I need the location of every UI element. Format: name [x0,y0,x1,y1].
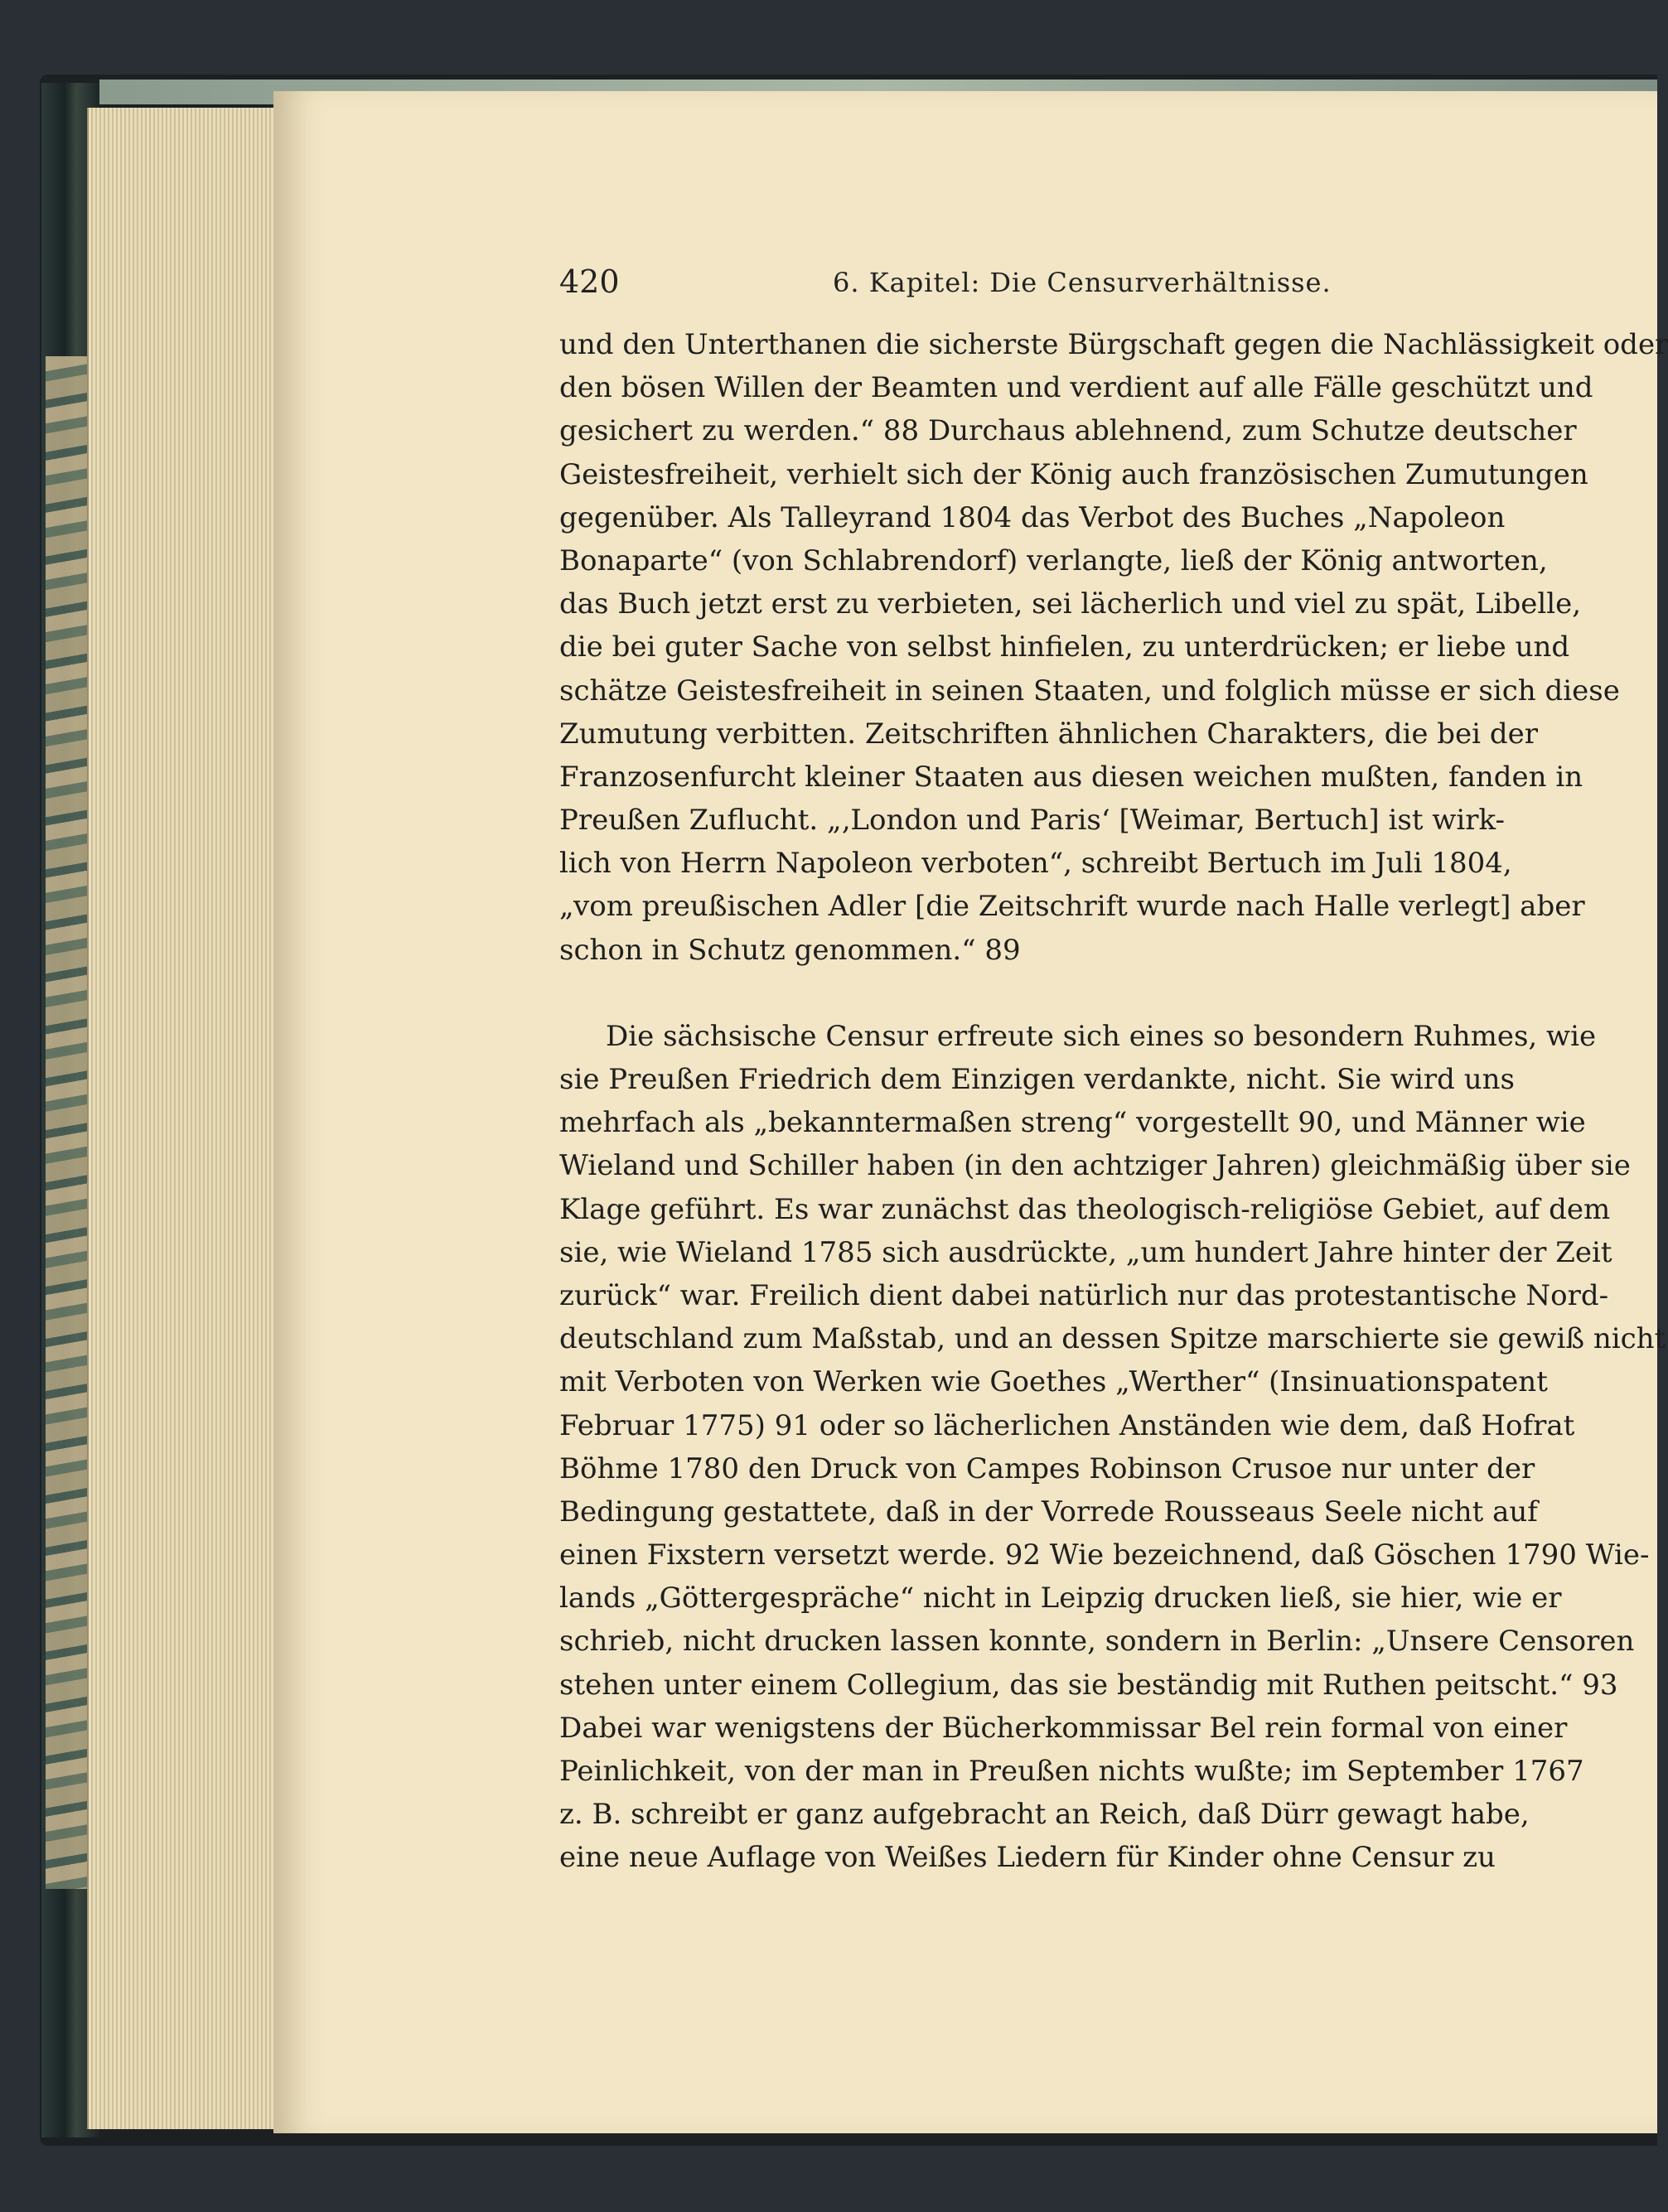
text-line: den bösen Willen der Beamten und verdient auf alle Fälle geschützt und [559,371,1593,405]
text-line: Peinlichkeit, von der man in Preußen nichts wußte; im September 1767 [559,1755,1584,1788]
text-line: Dabei war wenigstens der Bücherkommissar Bel rein formal von einer [559,1711,1568,1745]
body-text [559,323,1668,1880]
page-block-edges [87,108,296,2129]
text-line: z. B. schreibt er ganz aufgebracht an Reich, daß Dürr gewagt habe, [559,1798,1530,1832]
text-line: einen Fixstern versetzt werde. 92 Wie bezeichnend, daß Göschen 1790 Wie- [559,1538,1650,1572]
text-line: Zumutung verbitten. Zeitschriften ähnlichen Charakters, die bei der [559,717,1539,751]
text-line: Bedingung gestattete, daß in der Vorrede Rousseaus Seele nicht auf [559,1495,1538,1529]
text-line: zurück“ war. Freilich dient dabei natürlich nur das protestantische Nord- [559,1278,1609,1312]
text-line: sie, wie Wieland 1785 sich ausdrückte, „um hundert Jahre hinter der Zeit [559,1235,1612,1269]
text-line: stehen unter einem Collegium, das sie beständig mit Ruthen peitscht.“ 93 [559,1668,1618,1702]
page-number: 420 [559,263,620,300]
text-line: Klage geführt. Es war zunächst das theologisch-religiöse Gebiet, auf dem [559,1192,1611,1226]
text-line: „vom preußischen Adler [die Zeitschrift wurde nach Halle verlegt] aber [559,890,1585,924]
text-line: Franzosenfurcht kleiner Staaten aus diesen weichen mußten, fanden in [559,760,1583,794]
text-line: mit Verboten von Werken wie Goethes „Werther“ (Insinuationspatent [559,1365,1548,1399]
page-header [559,263,1479,305]
text-line: schrieb, nicht drucken lassen konnte, sondern in Berlin: „Unsere Censoren [559,1625,1635,1659]
text-line: und den Unterthanen die sicherste Bürgschaft gegen die Nachlässigkeit oder [559,328,1668,361]
text-line: gesichert zu werden.“ 88 Durchaus ablehnend, zum Schutze deutscher [559,414,1577,448]
text-line: die bei guter Sache von selbst hinfielen, zu unterdrücken; er liebe und [559,630,1570,664]
text-line: sie Preußen Friedrich dem Einzigen verdankte, nicht. Sie wird uns [559,1063,1515,1096]
text-line: Geistesfreiheit, verhielt sich der König auch französischen Zumutungen [559,457,1588,491]
text-line: lands „Göttergespräche“ nicht in Leipzig drucken ließ, sie hier, wie er [559,1582,1562,1616]
text-line: gegenüber. Als Talleyrand 1804 das Verbot des Buches „Napoleon [559,500,1506,534]
paragraph-gap [559,972,1487,1015]
text-line: das Buch jetzt erst zu verbieten, sei lächerlich und viel zu spät, Libelle, [559,587,1582,621]
text-line: eine neue Auflage von Weißes Liedern für Kinder ohne Censur zu [559,1841,1496,1875]
text-line: mehrfach als „bekanntermaßen streng“ vorgestellt 90, und Männer wie [559,1106,1586,1140]
text-line: Preußen Zuflucht. „‚London und Paris‘ [Weimar, Bertuch] ist wirk- [559,804,1506,838]
running-title: 6. Kapitel: Die Censurverhältnisse. [833,267,1332,298]
text-line: Wieland und Schiller haben (in den achtziger Jahren) gleichmäßig über sie [559,1149,1631,1183]
text-line: Februar 1775) 91 oder so lächerlichen Anständen wie dem, daß Hofrat [559,1408,1575,1442]
text-line: schon in Schutz genommen.“ 89 [559,933,1021,967]
text-line: Bonaparte“ (von Schlabrendorf) verlangte, ließ der König antworten, [559,543,1548,577]
text-line: deutschland zum Maßstab, und an dessen Spitze marschierte sie gewiß nicht [559,1322,1666,1356]
text-line: lich von Herrn Napoleon verboten“, schreibt Bertuch im Juli 1804, [559,847,1512,881]
text-line: schätze Geistesfreiheit in seinen Staaten, und folglich müsse er sich diese [559,674,1620,708]
text-line: Böhme 1780 den Druck von Campes Robinson Crusoe nur unter der [559,1451,1535,1485]
text-line: Die sächsische Censur erfreute sich eines so besondern Ruhmes, wie [606,1019,1597,1053]
